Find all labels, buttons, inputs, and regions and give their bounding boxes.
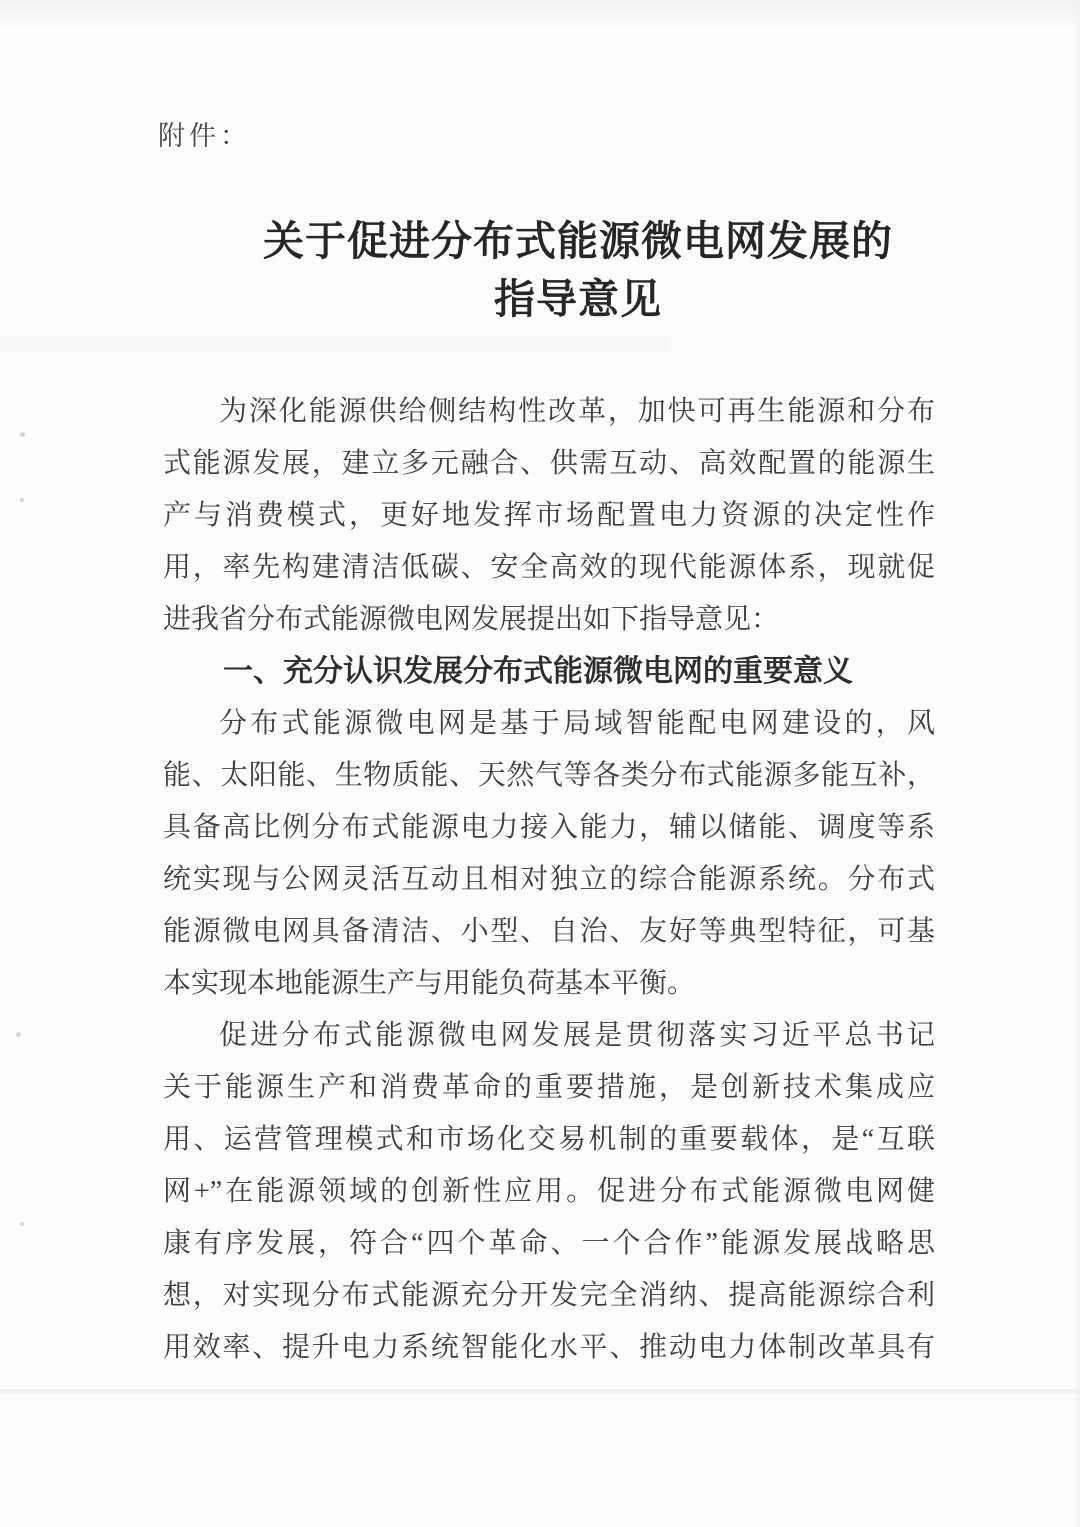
body-text-line: 用效率、提升电力系统智能化水平、推动电力体制改革具有: [163, 1332, 935, 1363]
document-title: [38, 212, 1080, 328]
body-text-line: 统实现与公网灵活互动且相对独立的综合能源系统。分布式: [163, 864, 935, 895]
body-text-line: 关于能源生产和消费革命的重要措施，是创新技术集成应: [163, 1072, 935, 1103]
scan-artifact-low-band: [0, 1389, 1080, 1394]
scan-artifact-top-band: [0, 0, 1080, 34]
section-heading: 一、充分认识发展分布式能源微电网的重要意义: [223, 655, 853, 688]
body-text-line: 用、运营管理模式和市场化交易机制的重要载体，是“互联: [163, 1124, 935, 1155]
scan-speck: [20, 498, 24, 502]
body-text-line: 本实现本地能源生产与用能负荷基本平衡。: [163, 968, 696, 999]
body-text-line: 网+”在能源领域的创新性应用。促进分布式能源微电网健: [163, 1176, 935, 1207]
attachment-label: 附件：: [158, 121, 251, 151]
body-text-line: 式能源发展，建立多元融合、供需互动、高效配置的能源生: [163, 448, 935, 479]
document-title-line-1: 关于促进分布式能源微电网发展的: [263, 218, 893, 264]
body-text-line: 能、太阳能、生物质能、天然气等各类分布式能源多能互补，: [163, 760, 935, 791]
body-text-line: 想，对实现分布式能源充分开发完全消纳、提高能源综合利: [163, 1280, 935, 1311]
body-text-line: 具备高比例分布式能源电力接入能力，辅以储能、调度等系: [163, 812, 935, 843]
body-text-line: 分布式能源微电网是基于局域智能配电网建设的，风: [219, 708, 935, 739]
body-text-line: 为深化能源供给侧结构性改革，加快可再生能源和分布: [219, 396, 935, 427]
body-text-line: 用，率先构建清洁低碳、安全高效的现代能源体系，现就促: [163, 552, 935, 583]
scan-speck: [20, 432, 25, 437]
body-text-line: 康有序发展，符合“四个革命、一个合作”能源发展战略思: [163, 1228, 935, 1259]
body-text-line: 能源微电网具备清洁、小型、自治、友好等典型特征，可基: [163, 916, 935, 947]
body-text-line: 进我省分布式能源微电网发展提出如下指导意见：: [163, 604, 780, 635]
scan-artifact-mid-band: [0, 336, 670, 352]
document-title-line-2: 指导意见: [494, 276, 662, 322]
scan-speck: [20, 1222, 24, 1226]
document-body: [163, 386, 935, 1374]
body-text-line: 促进分布式能源微电网发展是贯彻落实习近平总书记: [219, 1020, 935, 1051]
body-text-line: 产与消费模式，更好地发挥市场配置电力资源的决定性作: [163, 500, 935, 531]
scan-speck: [16, 1032, 21, 1037]
